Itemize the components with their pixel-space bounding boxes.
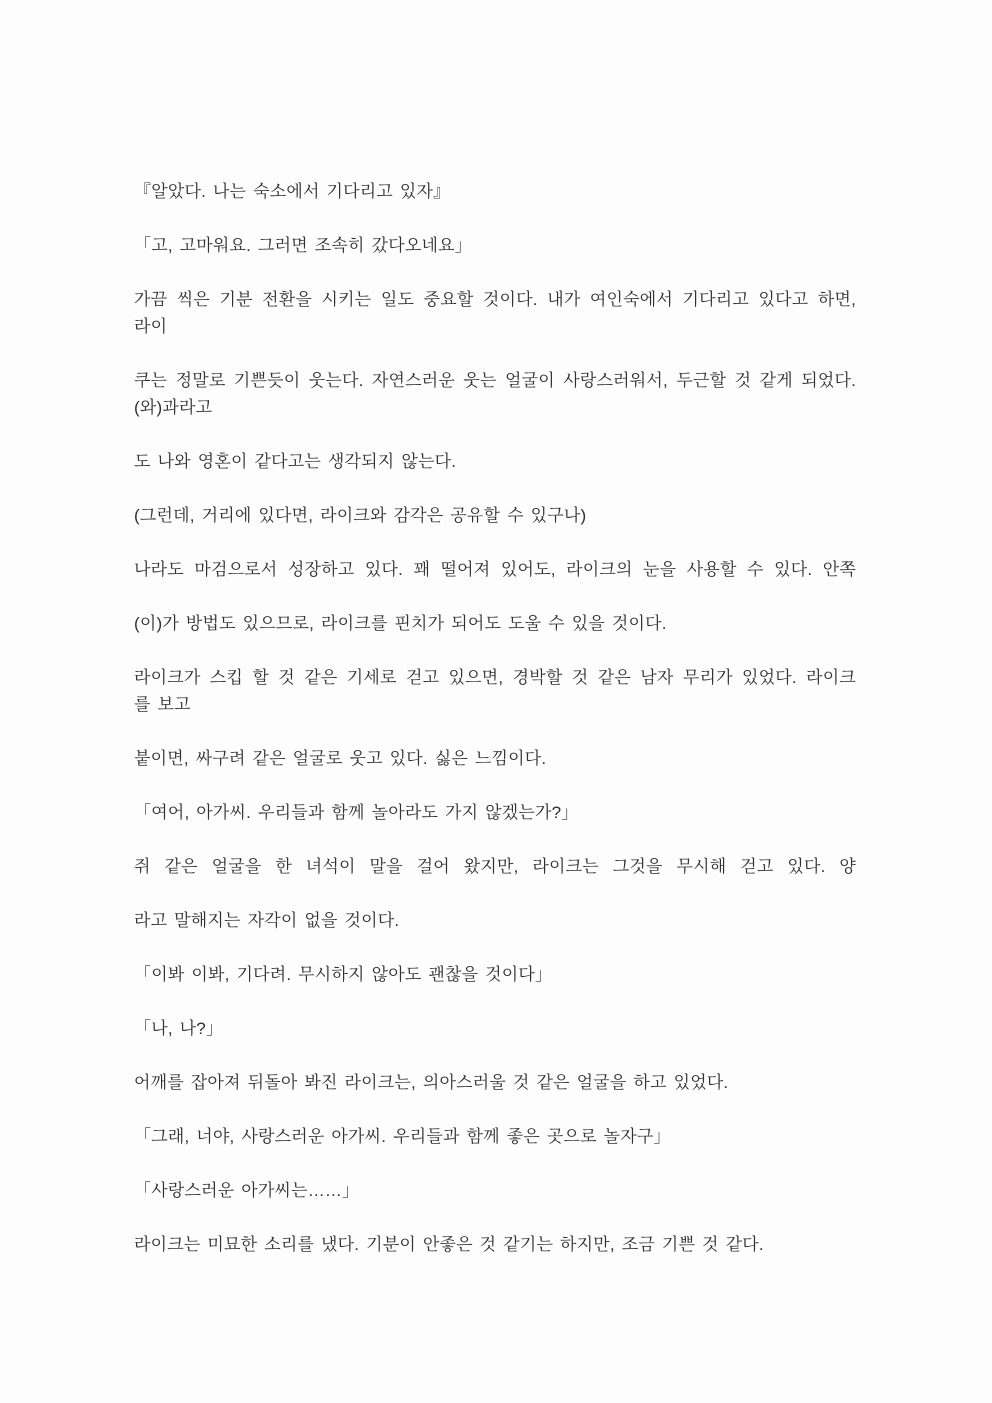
thought-paragraph [134,502,856,529]
text-line: 붙이면, 싸구려 같은 얼굴로 웃고 있다. 싫은 느낌이다. [134,749,547,768]
dialogue-line: 「사랑스러운 아가씨는……」 [134,1181,360,1200]
text-line: 쿠는 정말로 기쁜듯이 웃는다. 자연스러운 웃는 얼굴이 사랑스러워서, 두근할 것 같게 되었다. [134,371,856,390]
dialogue-line: 「나, 나?」 [134,1019,224,1038]
dialogue-line: 「이봐 이봐, 기다려. 무시하지 않아도 괜찮을 것이다」 [134,965,553,984]
narration-paragraph [134,367,856,421]
narration-paragraph [134,286,856,340]
narration-paragraph [134,448,856,475]
dialogue-paragraph [134,799,856,826]
dialogue-paragraph [134,1123,856,1150]
dialogue-line: 『알았다. 나는 숙소에서 기다리고 있자』 [134,182,451,201]
text-line: 가끔 씩은 기분 전환을 시키는 일도 중요할 것이다. 내가 여인숙에서 기다리고 있다고 하면, [134,290,856,309]
text-line: (그런데, 거리에 있다면, 라이크와 감각은 공유할 수 있구나) [134,506,587,525]
text-line: 라고 말해지는 자각이 없을 것이다. [134,911,400,930]
dialogue-paragraph [134,961,856,988]
text-line: 라이 [134,317,168,336]
dialogue-paragraph [134,1177,856,1204]
narration-paragraph [134,907,856,934]
text-line: 어깨를 잡아져 뒤돌아 봐진 라이크는, 의아스러울 것 같은 얼굴을 하고 있었다. [134,1073,729,1092]
dialogue-paragraph [134,232,856,259]
text-line: 도 나와 영혼이 같다고는 생각되지 않는다. [134,452,457,471]
dialogue-line: 「여어, 아가씨. 우리들과 함께 놀아라도 가지 않겠는가?」 [134,803,579,822]
text-line: 나라도 마검으로서 성장하고 있다. 꽤 떨어져 있어도, 라이크의 눈을 사용할 수 있다. 안쪽 [134,560,856,579]
dialogue-line: 「그래, 너야, 사랑스러운 아가씨. 우리들과 함께 좋은 곳으로 놀자구」 [134,1127,671,1146]
dialogue-paragraph [134,1015,856,1042]
text-line: (와)과라고 [134,398,213,417]
narration-paragraph [134,610,856,637]
text-line: (이)가 방법도 있으므로, 라이크를 핀치가 되어도 도울 수 있을 것이다. [134,614,667,633]
narration-paragraph [134,1231,856,1258]
text-line: 라이크는 미묘한 소리를 냈다. 기분이 안좋은 것 같기는 하지만, 조금 기쁜 것 같다. [134,1235,764,1254]
text-line: 쥐 같은 얼굴을 한 녀석이 말을 걸어 왔지만, 라이크는 그것을 무시해 걷고 있다. 양 [134,857,856,876]
dialogue-paragraph [134,178,856,205]
narration-paragraph [134,853,856,880]
dialogue-line: 「고, 고마워요. 그러면 조속히 갔다오네요」 [134,236,472,255]
narration-paragraph [134,1069,856,1096]
narration-paragraph [134,556,856,583]
text-line: 라이크가 스킵 할 것 같은 기세로 걷고 있으면, 경박할 것 같은 남자 무리가 있었다. 라이크 [134,668,856,687]
text-line: 를 보고 [134,695,191,714]
narration-paragraph [134,745,856,772]
narration-paragraph [134,664,856,718]
